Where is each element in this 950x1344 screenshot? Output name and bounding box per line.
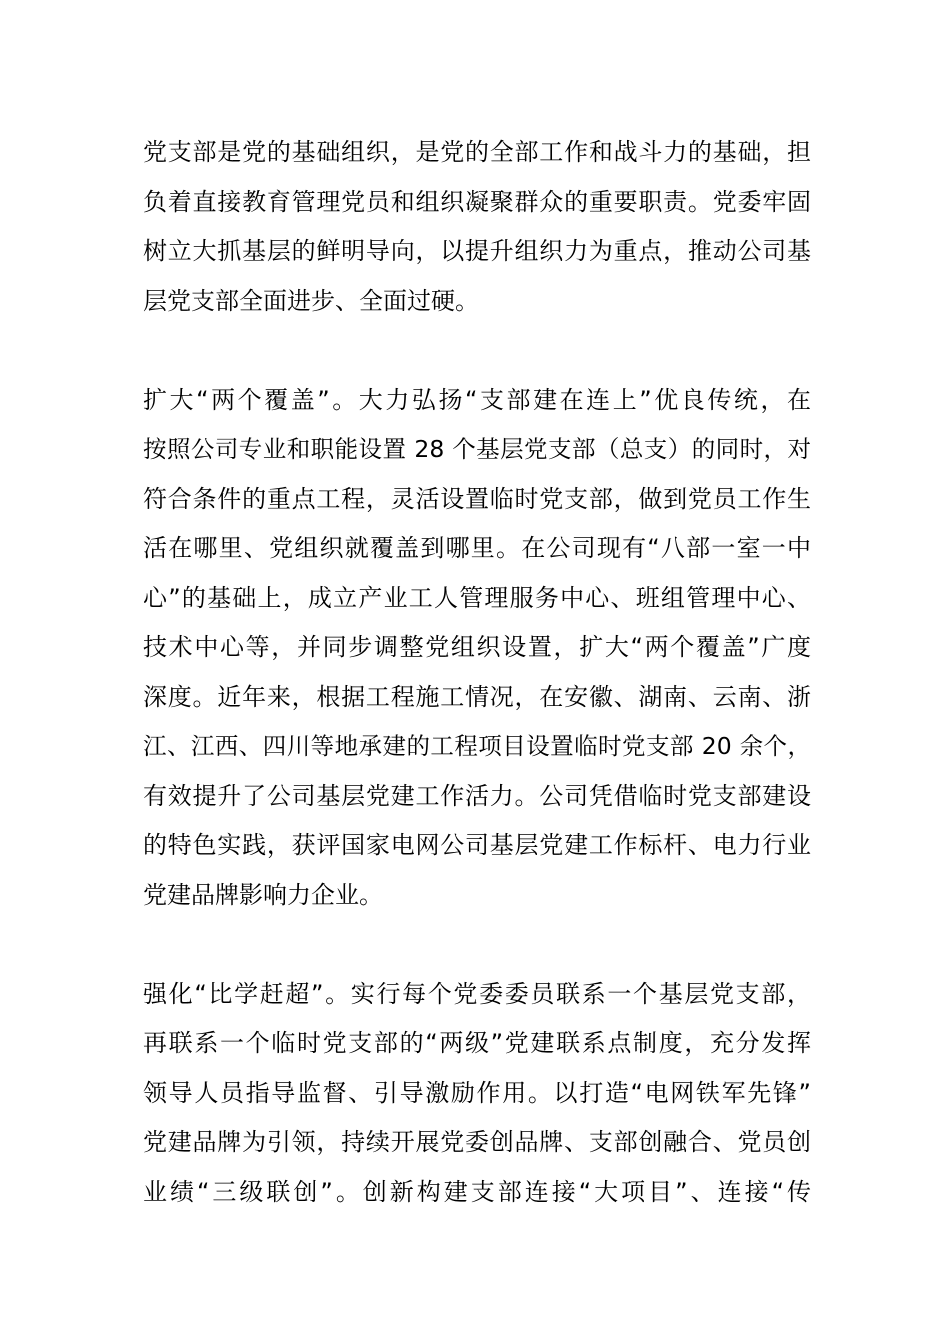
paragraph-line: 扩大“两个覆盖”。大力弘扬“支部建在连上”优良传统，在 xyxy=(143,385,811,414)
paragraph-line: 深度。近年来，根据工程施工情况，在安徽、湖南、云南、浙 xyxy=(143,682,811,711)
paragraph-line: 心”的基础上，成立产业工人管理服务中心、班组管理中心、 xyxy=(143,583,811,612)
paragraph-line: 负着直接教育管理党员和组织凝聚群众的重要职责。党委牢固 xyxy=(143,187,811,216)
paragraph-line: 按照公司专业和职能设置 28 个基层党支部（总支）的同时，对 xyxy=(143,435,811,463)
paragraph-expand-coverage xyxy=(143,376,811,921)
paragraph-line: 领导人员指导监督、引导激励作用。以打造“电网铁军先锋” xyxy=(143,1078,811,1107)
paragraph-line: 党建品牌影响力企业。 xyxy=(143,880,383,909)
paragraph-line: 有效提升了公司基层党建工作活力。公司凭借临时党支部建设 xyxy=(143,781,811,810)
paragraph-line: 党支部是党的基础组织，是党的全部工作和战斗力的基础，担 xyxy=(143,138,811,166)
paragraph-line: 党建品牌为引领，持续开展党委创品牌、支部创融合、党员创 xyxy=(143,1128,811,1156)
paragraph-line: 强化“比学赶超”。实行每个党委委员联系一个基层党支部， xyxy=(143,979,811,1008)
paragraph-line: 的特色实践，获评国家电网公司基层党建工作标杆、电力行业 xyxy=(143,831,811,859)
paragraph-line: 层党支部全面进步、全面过硬。 xyxy=(143,286,479,315)
paragraph-strengthen-competition xyxy=(143,970,811,1218)
document-body xyxy=(143,128,811,1217)
paragraph-line: 符合条件的重点工程，灵活设置临时党支部，做到党员工作生 xyxy=(143,484,811,513)
paragraph-line: 树立大抓基层的鲜明导向，以提升组织力为重点，推动公司基 xyxy=(143,237,811,265)
paragraph-line: 业绩“三级联创”。创新构建支部连接“大项目”、连接“传 xyxy=(143,1177,811,1206)
paragraph-line: 再联系一个临时党支部的“两级”党建联系点制度，充分发挥 xyxy=(143,1029,811,1057)
paragraph-line: 技术中心等，并同步调整党组织设置，扩大“两个覆盖”广度 xyxy=(143,633,811,661)
paragraph-spacer xyxy=(143,920,811,970)
paragraph-line: 江、江西、四川等地承建的工程项目设置临时党支部 20 余个， xyxy=(143,732,811,760)
paragraph-intro xyxy=(143,128,811,326)
paragraph-line: 活在哪里、党组织就覆盖到哪里。在公司现有“八部一室一中 xyxy=(143,534,811,562)
paragraph-spacer xyxy=(143,326,811,376)
